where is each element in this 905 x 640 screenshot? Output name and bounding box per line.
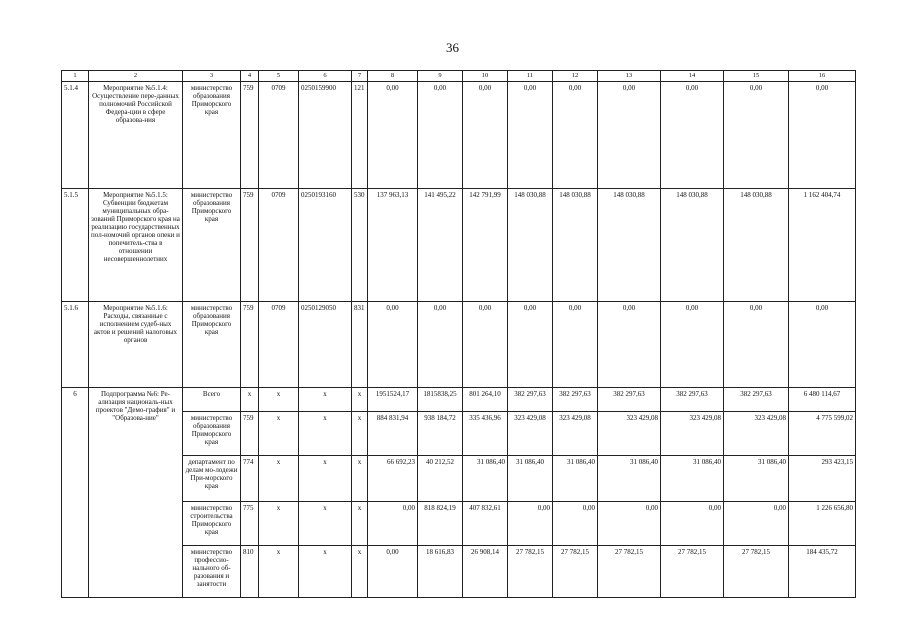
budget-table [61, 70, 856, 598]
line-value: 31 086,40 [463, 456, 508, 502]
line-value: 66 692,23 [368, 456, 418, 502]
line-value: 27 782,15 [508, 546, 553, 598]
row-value: 0,00 [553, 82, 598, 189]
row-value: 148 030,88 [508, 189, 553, 302]
line-value: 801 264,10 [463, 388, 508, 412]
row-name: Мероприятие №5.1.4: Осуществление пере-данных полномочий Российской Федера-ции в сфере образова-ния [89, 82, 183, 189]
row-name: Мероприятие №5.1.6: Расходы, связанные с исполнением судеб-ных актов и решений налоговых органов [89, 302, 183, 388]
row-grbs: 759 [241, 82, 259, 189]
table-row [62, 302, 856, 388]
line-value: 293 423,15 [789, 456, 856, 502]
line-executor: Всего [183, 388, 241, 412]
line-value: 0,00 [598, 502, 661, 546]
line-value: 335 436,96 [463, 412, 508, 456]
line-grbs: 774 [241, 456, 259, 502]
row-value: 0,00 [418, 302, 463, 388]
row-value: 137 963,13 [368, 189, 418, 302]
line-value: 31 086,40 [724, 456, 789, 502]
row-name: Мероприятие №5.1.5: Субвенции бюджетам муниципальных обра-зований Приморского края на реализацию государственных пол-номочий органов опеки и попечитель-ства в отношении несовершеннолетних [89, 189, 183, 302]
line-grbs: 810 [241, 546, 259, 598]
line-value: 382 297,63 [724, 388, 789, 412]
page-number: 36 [446, 40, 459, 55]
row-value: 0,00 [598, 302, 661, 388]
row-value: 0,00 [661, 82, 724, 189]
line-value: 382 297,63 [553, 388, 598, 412]
line-csr: х [299, 412, 352, 456]
line-value: 0,00 [661, 502, 724, 546]
row-value: 148 030,88 [598, 189, 661, 302]
line-value: 382 297,63 [598, 388, 661, 412]
line-value: 40 212,52 [418, 456, 463, 502]
line-value: 31 086,40 [553, 456, 598, 502]
row-value: 0,00 [724, 302, 789, 388]
row-value: 0,00 [418, 82, 463, 189]
line-value: 27 782,15 [598, 546, 661, 598]
line-value: 323 429,08 [553, 412, 598, 456]
subprogram-code: 6 [62, 388, 89, 598]
col-num: 15 [724, 71, 789, 82]
line-value: 27 782,15 [553, 546, 598, 598]
col-num: 3 [183, 71, 241, 82]
line-value: 4 775 599,02 [789, 412, 856, 456]
line-value: 27 782,15 [724, 546, 789, 598]
line-executor: департамент по делам мо-лодежи При-морского края [183, 456, 241, 502]
line-value: 938 184,72 [418, 412, 463, 456]
subprogram-row-total [62, 388, 856, 412]
line-csr: х [299, 388, 352, 412]
line-rz: х [259, 388, 299, 412]
row-value: 0,00 [789, 302, 856, 388]
line-value: 0,00 [553, 502, 598, 546]
col-num: 7 [352, 71, 368, 82]
row-csr: 0250193160 [299, 189, 352, 302]
subprogram-name: Подпрограмма №6: Ре-ализация националь-ных проектов "Демо-графия" и "Образова-ние" [89, 388, 183, 598]
row-value: 0,00 [368, 302, 418, 388]
line-executor: министерство строительства Приморского края [183, 502, 241, 546]
col-num: 11 [508, 71, 553, 82]
line-value: 27 782,15 [661, 546, 724, 598]
line-value: 382 297,63 [661, 388, 724, 412]
col-num: 14 [661, 71, 724, 82]
line-value: 818 824,19 [418, 502, 463, 546]
line-vr: х [352, 412, 368, 456]
row-value: 148 030,88 [553, 189, 598, 302]
line-rz: х [259, 546, 299, 598]
table-row [62, 189, 856, 302]
row-value: 0,00 [553, 302, 598, 388]
row-vr: 530 [352, 189, 368, 302]
line-value: 407 832,61 [463, 502, 508, 546]
col-num: 10 [463, 71, 508, 82]
line-value: 0,00 [368, 502, 418, 546]
line-value: 0,00 [724, 502, 789, 546]
row-value: 0,00 [789, 82, 856, 189]
row-csr: 0250129050 [299, 302, 352, 388]
row-value: 0,00 [508, 82, 553, 189]
row-value: 0,00 [508, 302, 553, 388]
row-vr: 831 [352, 302, 368, 388]
row-value: 148 030,88 [661, 189, 724, 302]
line-value: 323 429,08 [508, 412, 553, 456]
row-code: 5.1.6 [62, 302, 89, 388]
row-rz: 0709 [259, 302, 299, 388]
row-value: 0,00 [463, 302, 508, 388]
row-value: 0,00 [463, 82, 508, 189]
col-num: 12 [553, 71, 598, 82]
row-value: 0,00 [598, 82, 661, 189]
row-value: 141 495,22 [418, 189, 463, 302]
line-value: 382 297,63 [508, 388, 553, 412]
col-num: 1 [62, 71, 89, 82]
row-value: 0,00 [368, 82, 418, 189]
row-rz: 0709 [259, 82, 299, 189]
line-executor: министерство профессио-нального об-разования и занятости [183, 546, 241, 598]
row-grbs: 759 [241, 189, 259, 302]
line-rz: х [259, 412, 299, 456]
line-vr: х [352, 388, 368, 412]
line-value: 0,00 [508, 502, 553, 546]
col-num: 5 [259, 71, 299, 82]
line-value: 323 429,08 [661, 412, 724, 456]
line-value: 26 908,14 [463, 546, 508, 598]
line-grbs: 775 [241, 502, 259, 546]
line-value: 884 831,94 [368, 412, 418, 456]
line-csr: х [299, 546, 352, 598]
row-value: 0,00 [724, 82, 789, 189]
line-executor: министерство образования Приморского края [183, 412, 241, 456]
row-executor: министерство образования Приморского края [183, 302, 241, 388]
row-csr: 0250159900 [299, 82, 352, 189]
row-value: 0,00 [661, 302, 724, 388]
col-num: 9 [418, 71, 463, 82]
table-row [62, 82, 856, 189]
row-value: 148 030,88 [724, 189, 789, 302]
line-value: 323 429,08 [724, 412, 789, 456]
column-number-row [62, 71, 856, 82]
line-rz: х [259, 456, 299, 502]
line-value: 31 086,40 [508, 456, 553, 502]
row-code: 5.1.4 [62, 82, 89, 189]
line-vr: х [352, 502, 368, 546]
row-vr: 121 [352, 82, 368, 189]
line-value: 1 226 656,80 [789, 502, 856, 546]
line-rz: х [259, 502, 299, 546]
line-value: 0,00 [368, 546, 418, 598]
row-executor: министерство образования Приморского края [183, 189, 241, 302]
line-vr: х [352, 546, 368, 598]
line-grbs: 759 [241, 412, 259, 456]
line-grbs: х [241, 388, 259, 412]
col-num: 13 [598, 71, 661, 82]
col-num: 2 [89, 71, 183, 82]
col-num: 16 [789, 71, 856, 82]
row-value: 1 162 404,74 [789, 189, 856, 302]
row-code: 5.1.5 [62, 189, 89, 302]
line-value: 31 086,40 [661, 456, 724, 502]
line-value: 18 616,83 [418, 546, 463, 598]
row-value: 142 791,99 [463, 189, 508, 302]
line-vr: х [352, 456, 368, 502]
line-csr: х [299, 456, 352, 502]
row-rz: 0709 [259, 189, 299, 302]
col-num: 4 [241, 71, 259, 82]
line-value: 6 480 114,67 [789, 388, 856, 412]
col-num: 8 [368, 71, 418, 82]
line-csr: х [299, 502, 352, 546]
row-grbs: 759 [241, 302, 259, 388]
line-value: 1951524,17 [368, 388, 418, 412]
row-executor: министерство образования Приморского края [183, 82, 241, 189]
line-value: 323 429,08 [598, 412, 661, 456]
col-num: 6 [299, 71, 352, 82]
line-value: 184 435,72 [789, 546, 856, 598]
line-value: 1815838,25 [418, 388, 463, 412]
line-value: 31 086,40 [598, 456, 661, 502]
